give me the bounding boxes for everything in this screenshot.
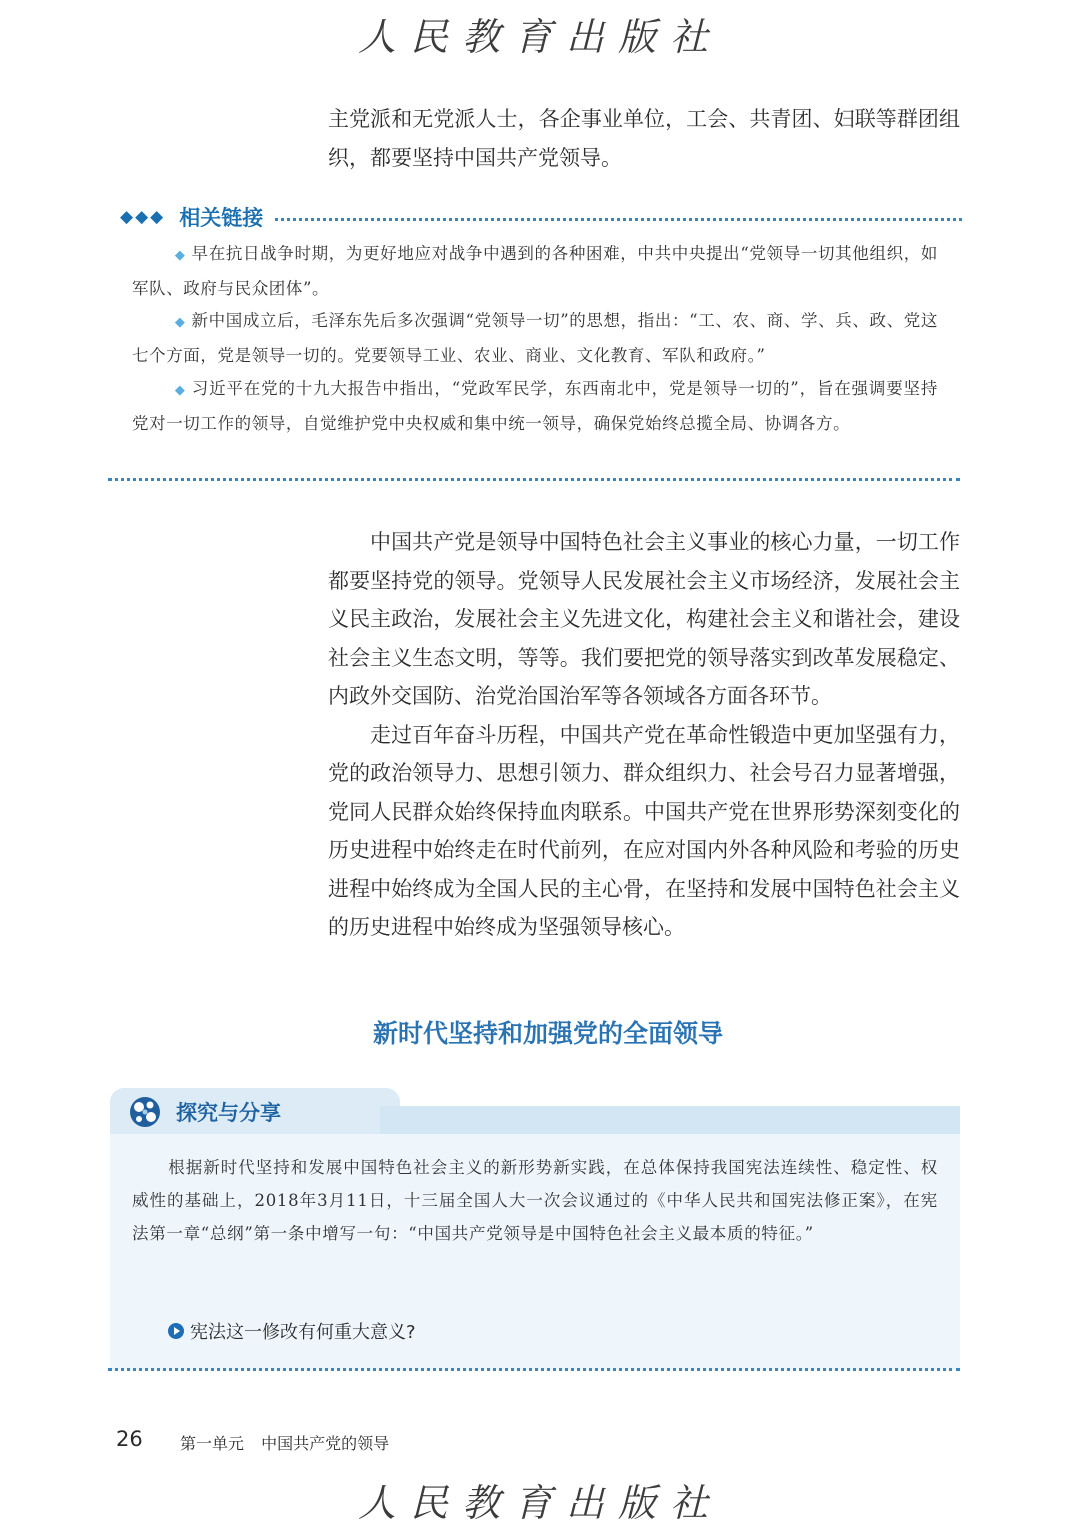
- play-bullet-icon: [168, 1323, 184, 1339]
- intro-paragraph: [328, 100, 960, 177]
- explore-share-text: 根据新时代坚持和发展中国特色社会主义的新形势新实践，在总体保持我国宪法连续性、稳定性、权威性的基础上，2018年3月11日，十三届全国人大一次会议通过的《中华人民共和国宪法修正案》，在宪法第一章“总纲”第一条中增写一句：“中国共产党领导是中国特色社会主义最本质的特征。”: [132, 1158, 938, 1243]
- publisher-logo-top: 人民教育出版社: [357, 15, 722, 59]
- intro-text: 主党派和无党派人士，各企事业单位，工会、共青团、妇联等群团组织，都要坚持中国共产党领导。: [328, 107, 960, 170]
- diamond-bullet-icon: ◆: [174, 382, 186, 398]
- question-text: 宪法这一修改有何重大意义?: [190, 1322, 416, 1343]
- page-number: 26: [116, 1427, 143, 1451]
- diamond-icons: ◆◆◆: [120, 207, 166, 227]
- publisher-logo-bottom: 人民教育出版社: [357, 1481, 722, 1525]
- unit-label: 第一单元 中国共产党的领导: [180, 1434, 390, 1453]
- related-link-item: ◆ 新中国成立后，毛泽东先后多次强调“党领导一切”的思想，指出：“工、农、商、学、兵、政、党这七个方面，党是领导一切的。党要领导工业、农业、商业、文化教育、军队和政府。”: [132, 311, 938, 366]
- related-link-item: ◆ 习近平在党的十九大报告中指出，“党政军民学，东西南北中，党是领导一切的”，旨在强调要坚持党对一切工作的领导，自觉维护党中央权威和集中统一领导，确保党始终总揽全局、协调各方。: [132, 378, 938, 433]
- diamond-bullet-icon: ◆: [174, 315, 186, 331]
- molecule-icon: [128, 1095, 162, 1129]
- related-links-bottom-divider: [108, 478, 960, 481]
- main-paragraph: 中国共产党是领导中国特色社会主义事业的核心力量，一切工作都要坚持党的领导。党领导人民发展社会主义市场经济，发展社会主义民主政治，发展社会主义先进文化，构建社会主义和谐社会，建设社会主义生态文明，等等。我们要把党的领导落实到改革发展稳定、内政外交国防、治党治国治军等各领域各方面各环节。: [328, 530, 960, 708]
- main-body: [328, 523, 960, 947]
- explore-share-title: 探究与分享: [176, 1101, 281, 1125]
- diamond-bullet-icon: ◆: [174, 248, 186, 263]
- related-link-item: ◆ 早在抗日战争时期，为更好地应对战争中遇到的各种困难，中共中央提出“党领导一切其他组织，如军队、政府与民众团体”。: [132, 244, 938, 298]
- related-links-body: [132, 238, 938, 440]
- discussion-question: [168, 1318, 416, 1344]
- dotted-divider: [275, 218, 962, 221]
- main-paragraph: 走过百年奋斗历程，中国共产党在革命性锻造中更加坚强有力，党的政治领导力、思想引领力、群众组织力、社会号召力显著增强，党同人民群众始终保持血肉联系。中国共产党在世界形势深刻变化的历史进程中始终走在时代前列，在应对国内外各种风险和考验的历史进程中始终成为全国人民的主心骨，在坚持和发展中国特色社会主义的历史进程中始终成为坚强领导核心。: [328, 722, 960, 939]
- explore-share-header-band: [380, 1106, 960, 1134]
- explore-share-bottom-divider: [108, 1368, 960, 1371]
- related-links-header: [120, 202, 962, 232]
- related-links-title: 相关链接: [179, 206, 264, 230]
- section-heading: 新时代坚持和加强党的全面领导: [372, 1019, 723, 1048]
